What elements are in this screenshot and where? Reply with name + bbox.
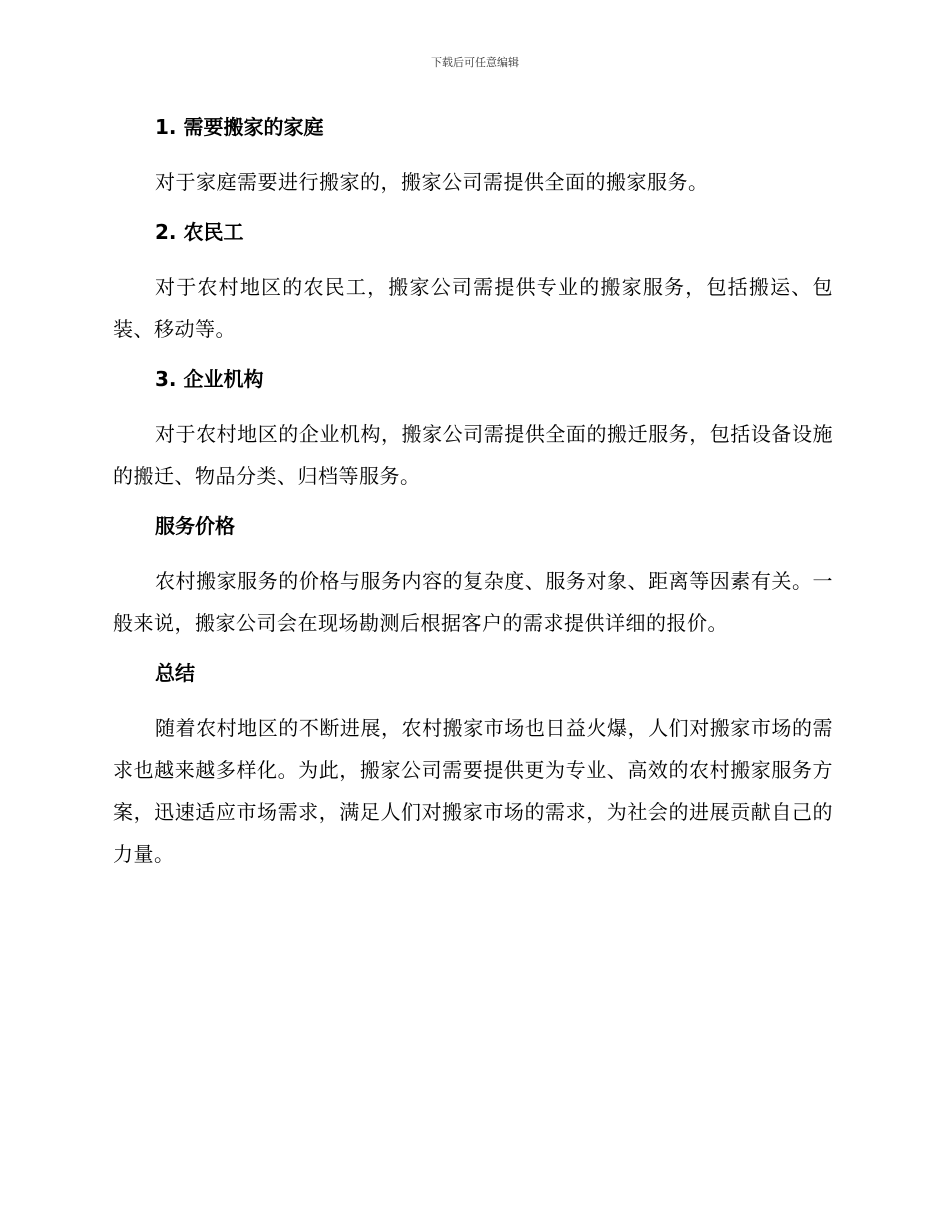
section-paragraph-service-price: 农村搬家服务的价格与服务内容的复杂度、服务对象、距离等因素有关。一般来说，搬家公司会在现场勘测后根据客户的需求提供详细的报价。	[113, 569, 833, 635]
section-heading-migrant-workers: 2. 农民工	[155, 220, 244, 244]
section-heading-service-price: 服务价格	[155, 514, 235, 538]
section-heading-households: 1. 需要搬家的家庭	[155, 115, 324, 139]
section-paragraph-summary: 随着农村地区的不断进展，农村搬家市场也日益火爆，人们对搬家市场的需求也越来越多样化。为此，搬家公司需要提供更为专业、高效的农村搬家服务方案，迅速适应市场需求，满足人们对搬家市场的需求，为社会的进展贡献自己的力量。	[113, 716, 833, 866]
section-heading-summary: 总结	[155, 661, 195, 685]
header-note: 下载后可任意编辑	[431, 56, 519, 69]
section-paragraph-enterprises: 对于农村地区的企业机构，搬家公司需提供全面的搬迁服务，包括设备设施的搬迁、物品分类、归档等服务。	[113, 422, 833, 488]
section-heading-enterprises: 3. 企业机构	[155, 367, 264, 391]
section-paragraph-households: 对于家庭需要进行搬家的，搬家公司需提供全面的搬家服务。	[155, 170, 709, 194]
section-paragraph-migrant-workers: 对于农村地区的农民工，搬家公司需提供专业的搬家服务，包括搬运、包装、移动等。	[113, 275, 833, 341]
document-content	[113, 108, 833, 885]
